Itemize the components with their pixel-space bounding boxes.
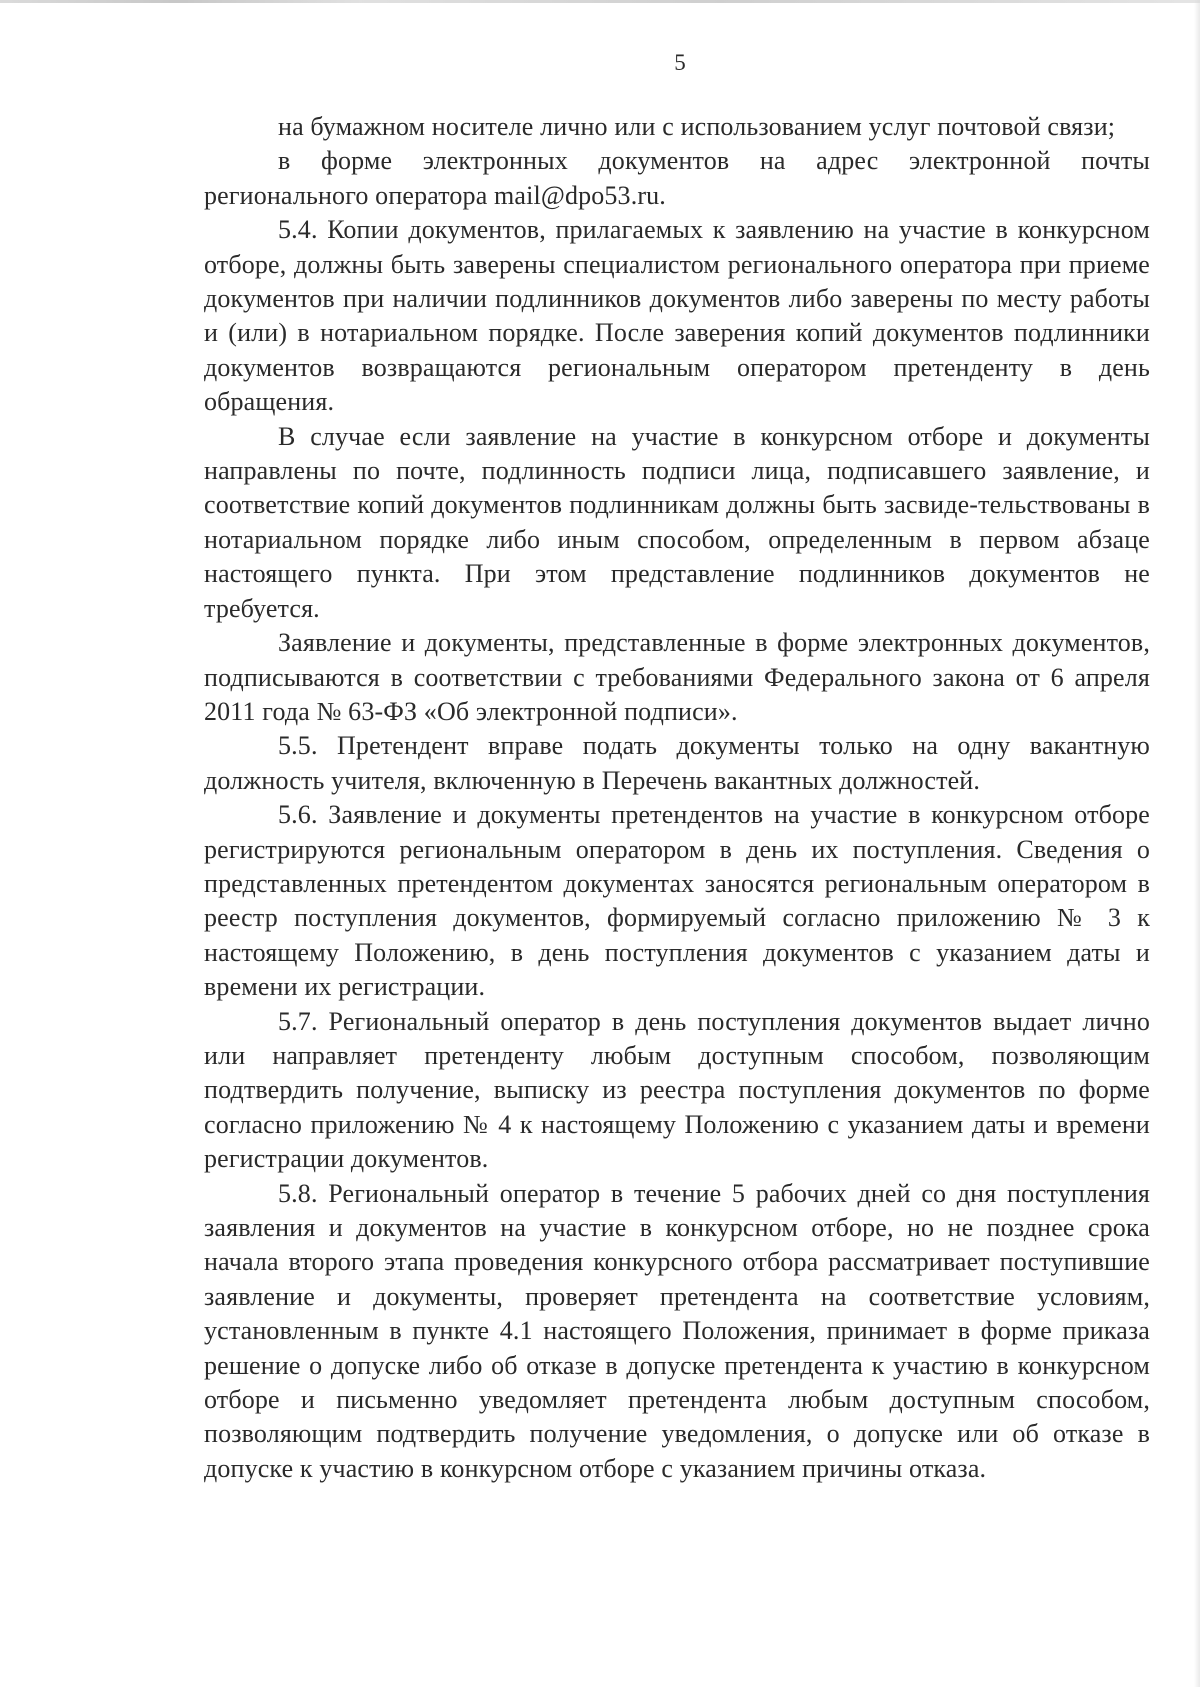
paragraph-5-8: 5.8. Региональный оператор в течение 5 рабочих дней со дня поступления заявления и документов на участие в конкурсном отборе, но не позднее срока начала второго этапа проведения конкурсного отбора рассматривает поступившие заявление и документы, проверяет претендента на соответствие условиям, установленным в пункте 4.1 настоящего Положения, принимает в форме приказа решение о допуске либо об отказе в допуске претендента к участию в конкурсном отборе и письменно уведомляет претендента любым доступным способом, позволяющим подтвердить получение уведомления, о допуске или об отказе в допуске к участию в конкурсном отборе с указанием причины отказа. xyxy=(204,1178,1150,1483)
document-body xyxy=(204,110,1150,1486)
paragraph-5-5: 5.5. Претендент вправе подать документы только на одну вакантную должность учителя, включенную в Перечень вакантных должностей. xyxy=(204,731,1150,795)
scan-edge-top xyxy=(0,0,1200,3)
paragraph-mail-certification: В случае если заявление на участие в конкурсном отборе и документы направлены по почте, подлинность подписи лица, подписавшего заявление, и соответствие копий документов подлинникам должны быть засвиде-тельствованы в нотариальном порядке либо иным способом, определенным в первом абзаце настоящего пункта. При этом представление подлинников документов не требуется. xyxy=(204,421,1150,623)
scan-edge-right xyxy=(1194,0,1200,1687)
paragraph-electronic-signature: Заявление и документы, представленные в форме электронных документов, подписываются в соответствии с требованиями Федерального закона от 6 апреля 2011 года № 63-ФЗ «Об электронной подписи». xyxy=(204,628,1150,726)
paragraph-postal-delivery: на бумажном носителе лично или с использованием услуг почтовой связи; xyxy=(278,112,1116,141)
paragraph-electronic-delivery: в форме электронных документов на адрес электронной почты регионального оператора mail@dpo53.ru. xyxy=(204,146,1150,210)
page-number: 5 xyxy=(674,50,686,75)
paragraph-5-7: 5.7. Региональный оператор в день поступления документов выдает лично или направляет претенденту любым доступным способом, позволяющим подтвердить получение, выписку из реестра поступления документов по форме согласно приложению № 4 к настоящему Положению с указанием даты и времени регистрации документов. xyxy=(204,1006,1150,1174)
paragraph-5-4: 5.4. Копии документов, прилагаемых к заявлению на участие в конкурсном отборе, должны быть заверены специалистом регионального оператора при приеме документов при наличии подлинников документов либо заверены по месту работы и (или) в нотариальном порядке. После заверения копий документов подлинники документов возвращаются региональным оператором претенденту в день обращения. xyxy=(204,215,1150,417)
paragraph-5-6: 5.6. Заявление и документы претендентов на участие в конкурсном отборе регистрируются региональным оператором в день их поступления. Сведения о представленных претендентом документах заносятся региональным оператором в реестр поступления документов, формируемый согласно приложению № 3 к настоящему Положению, в день поступления документов с указанием даты и времени их регистрации. xyxy=(204,800,1150,1002)
